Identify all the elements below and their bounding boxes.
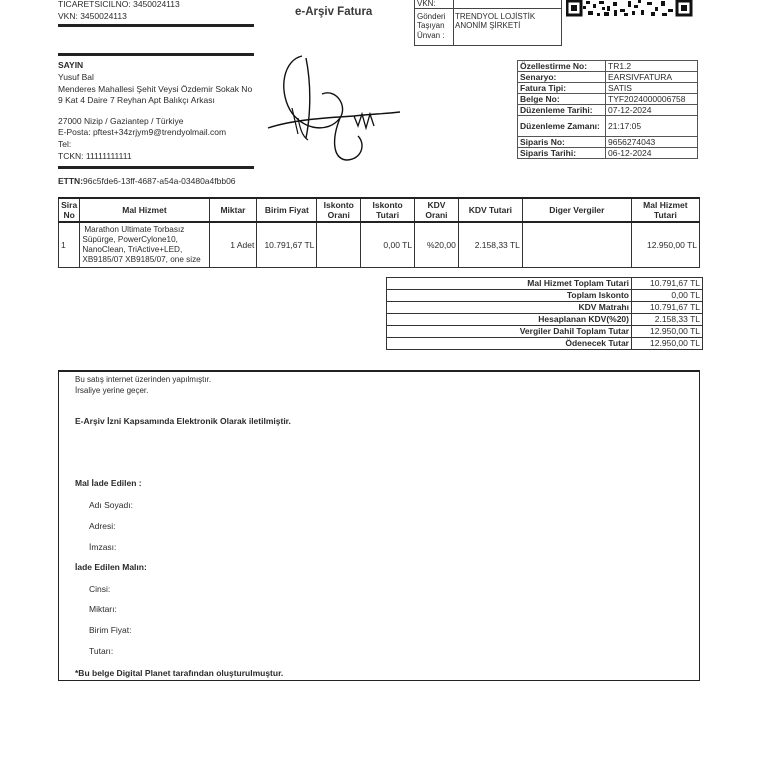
totals-row — [387, 278, 703, 290]
totals-row — [387, 302, 703, 314]
item-total: 12.950,00 TL — [631, 222, 699, 268]
info-value: 07-12-2024 — [606, 105, 698, 116]
totals-row — [387, 338, 703, 350]
info-key: Özellestirme No: — [518, 61, 606, 72]
signature-icon — [262, 48, 412, 166]
returned-goods-heading: İade Edilen Malın: — [75, 562, 147, 572]
buyer-email: E-Posta: pftest+34zrjym9@trendyolmail.com — [58, 127, 227, 137]
totals-table — [386, 277, 703, 350]
seller-trade-registry: TICARETSICILNO: 3450024113 — [58, 0, 180, 9]
totals-key: KDV Matrahı — [387, 302, 632, 314]
return-name-label: Adı Soyadı: — [89, 500, 133, 510]
ettn — [58, 175, 236, 187]
totals-value: 12.950,00 TL — [632, 338, 703, 350]
returned-kind-label: Cinsi: — [89, 584, 111, 594]
notes-box — [58, 370, 700, 681]
info-value: 21:17:05 — [606, 116, 698, 137]
info-key: Siparis Tarihi: — [518, 148, 606, 159]
totals-value: 10.791,67 TL — [632, 278, 703, 290]
item-description-line: Marathon Ultimate Torbasız — [84, 225, 185, 234]
info-row — [518, 116, 698, 137]
col-header-vat-amount: KDV Tutari — [458, 198, 522, 222]
totals-key: Vergiler Dahil Toplam Tutar — [387, 326, 632, 338]
cargo-vkn-label: VKN: — [417, 0, 436, 8]
ettn-value: 96c5fde6-13ff-4687-a54a-03480a4fbb06 — [83, 176, 236, 186]
totals-key: Toplam Iskonto — [387, 290, 632, 302]
return-signature-label: İmzası: — [89, 542, 117, 552]
totals-row — [387, 314, 703, 326]
qr-code-icon — [566, 0, 694, 18]
totals-key: Mal Hizmet Toplam Tutari — [387, 278, 632, 290]
info-row — [518, 61, 698, 72]
info-key: Fatura Tipi: — [518, 83, 606, 94]
totals-value: 0,00 TL — [632, 290, 703, 302]
cargo-value-1: TRENDYOL LOJİSTİK — [455, 12, 536, 21]
col-header-item: Mal Hizmet — [80, 198, 209, 222]
col-header-unit-price: Birim Fiyat — [257, 198, 317, 222]
invoice-info-table — [517, 60, 698, 159]
totals-value: 12.950,00 TL — [632, 326, 703, 338]
cargo-box — [414, 0, 562, 46]
cargo-value-2: ANONİM ŞİRKETİ — [455, 21, 521, 30]
note-line-1: Bu satış internet üzerinden yapılmıştır. — [75, 375, 212, 384]
col-header-vat-rate: KDV Orani — [415, 198, 459, 222]
totals-row — [387, 290, 703, 302]
totals-row — [387, 326, 703, 338]
document-title: e-Arşiv Fatura — [295, 6, 373, 18]
buyer-phone: Tel: — [58, 139, 72, 149]
totals-value: 10.791,67 TL — [632, 302, 703, 314]
info-row — [518, 105, 698, 116]
items-header-row — [59, 198, 700, 222]
col-header-qty: Miktar — [209, 198, 257, 222]
divider — [58, 24, 254, 27]
divider — [58, 53, 254, 56]
info-key: Düzenleme Zamanı: — [518, 116, 606, 137]
info-key: Belge No: — [518, 94, 606, 105]
buyer-name: Yusuf Bal — [58, 72, 94, 82]
item-discount-rate — [317, 222, 361, 268]
info-row — [518, 83, 698, 94]
info-value: 9656274043 — [606, 137, 698, 148]
item-no: 1 — [59, 222, 80, 268]
totals-key: Hesaplanan KDV(%20) — [387, 314, 632, 326]
col-header-no: Sira No — [59, 198, 80, 222]
returned-unit-price-label: Birim Fiyat: — [89, 625, 132, 635]
ettn-label: ETTN: — [58, 176, 84, 186]
item-qty: 1 Adet — [209, 222, 257, 268]
totals-key: Ödenecek Tutar — [387, 338, 632, 350]
note-line-2: İrsaliye yerine geçer. — [75, 386, 149, 395]
earsiv-notice: E-Arşiv İzni Kapsamında Elektronik Olarak iletilmiştir. — [75, 416, 291, 426]
col-header-discount-amount: Iskonto Tutari — [361, 198, 415, 222]
returned-amount-label: Tutarı: — [89, 646, 114, 656]
col-header-discount-rate: Iskonto Orani — [317, 198, 361, 222]
buyer-tckn: TCKN: 11111111111 — [58, 151, 132, 161]
info-value: 06-12-2024 — [606, 148, 698, 159]
item-unit-price: 10.791,67 TL — [257, 222, 317, 268]
item-other-taxes — [522, 222, 631, 268]
divider — [58, 166, 254, 169]
buyer-address-line1: Menderes Mahallesi Şehit Veysi Özdemir Sokak No — [58, 84, 253, 94]
info-key: Düzenleme Tarihi: — [518, 105, 606, 116]
return-heading: Mal İade Edilen : — [75, 478, 142, 488]
buyer-city: 27000 Nizip / Gaziantep / Türkiye — [58, 116, 184, 126]
return-address-label: Adresi: — [89, 521, 116, 531]
info-key: Senaryo: — [518, 72, 606, 83]
cargo-label-2: Taşıyan — [417, 21, 445, 30]
footer-note: *Bu belge Digital Planet tarafından oluşturulmuştur. — [75, 668, 284, 678]
item-vat-rate: %20,00 — [415, 222, 459, 268]
item-discount-amount: 0,00 TL — [361, 222, 415, 268]
table-row — [59, 222, 700, 268]
info-value: TR1.2 — [606, 61, 698, 72]
totals-value: 2.158,33 TL — [632, 314, 703, 326]
col-header-other-taxes: Diger Vergiler — [522, 198, 631, 222]
buyer-address-line2: 9 Kat 4 Daire 7 Reyhan Apt Balıkçı Arkası — [58, 95, 215, 105]
buyer-heading: SAYIN — [58, 60, 84, 70]
info-key: Siparis No: — [518, 137, 606, 148]
info-row — [518, 148, 698, 159]
cargo-label-3: Ünvan : — [417, 31, 445, 40]
item-vat-amount: 2.158,33 TL — [458, 222, 522, 268]
cargo-label-1: Gönderi — [417, 12, 446, 21]
item-description — [80, 222, 209, 268]
item-description-line: XB9185/07 XB9185/07, one size — [82, 255, 201, 264]
item-description-line: Süpürge, PowerCylone10, — [82, 235, 178, 244]
info-row — [518, 137, 698, 148]
seller-vkn: VKN: 3450024113 — [58, 11, 127, 21]
info-row — [518, 94, 698, 105]
info-value: TYF2024000006758 — [606, 94, 698, 105]
returned-qty-label: Miktarı: — [89, 604, 117, 614]
info-value: EARSIVFATURA — [606, 72, 698, 83]
info-value: SATIS — [606, 83, 698, 94]
col-header-total: Mal Hizmet Tutari — [631, 198, 699, 222]
info-row — [518, 72, 698, 83]
item-description-line: NanoClean, TriActive+LED, — [82, 245, 183, 254]
items-table — [58, 197, 700, 268]
